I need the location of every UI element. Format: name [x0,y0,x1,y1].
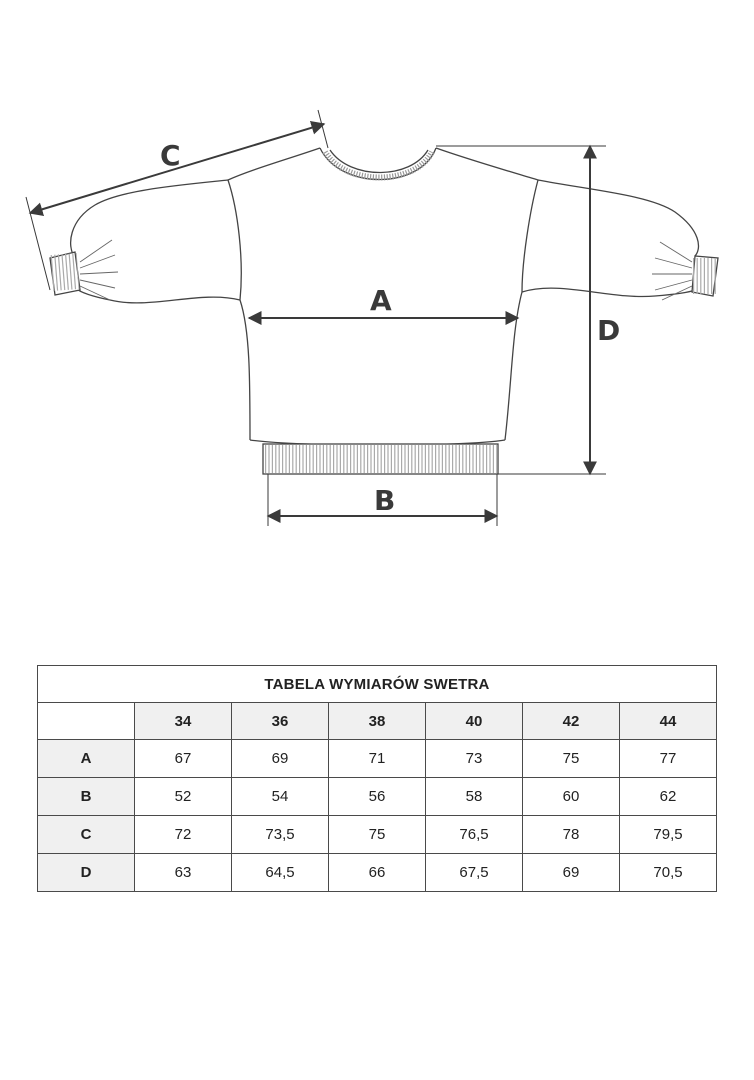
size-header: 44 [620,703,717,740]
size-header: 38 [329,703,426,740]
table-cell: 63 [135,854,232,892]
table-cell: 79,5 [620,816,717,854]
row-label: D [38,854,135,892]
table-cell: 75 [523,740,620,778]
table-cell: 52 [135,778,232,816]
label-c: C [160,139,181,172]
size-header: 36 [232,703,329,740]
table-cell: 54 [232,778,329,816]
table-cell: 72 [135,816,232,854]
size-chart-table [37,665,717,892]
table-cell: 73 [426,740,523,778]
table-cell: 73,5 [232,816,329,854]
row-label: C [38,816,135,854]
label-b: B [374,484,396,517]
size-header: 42 [523,703,620,740]
row-label: A [38,740,135,778]
size-header: 34 [135,703,232,740]
table-row [38,816,717,854]
table-cell: 62 [620,778,717,816]
table-cell: 58 [426,778,523,816]
table-cell: 66 [329,854,426,892]
table-cell: 67 [135,740,232,778]
label-a: A [370,284,392,317]
table-cell: 64,5 [232,854,329,892]
row-label: B [38,778,135,816]
table-cell: 69 [232,740,329,778]
table-row [38,854,717,892]
size-header-row [38,703,717,740]
size-header: 40 [426,703,523,740]
table-cell: 67,5 [426,854,523,892]
table-cell: 76,5 [426,816,523,854]
table-cell: 69 [523,854,620,892]
table-cell: 77 [620,740,717,778]
table-cell: 75 [329,816,426,854]
table-row [38,740,717,778]
table-title: TABELA WYMIARÓW SWETRA [38,666,717,703]
table-row [38,778,717,816]
table-cell: 71 [329,740,426,778]
table-cell: 78 [523,816,620,854]
corner-cell [38,703,135,740]
table-cell: 60 [523,778,620,816]
table-cell: 56 [329,778,426,816]
table-cell: 70,5 [620,854,717,892]
label-d: D [597,314,621,347]
